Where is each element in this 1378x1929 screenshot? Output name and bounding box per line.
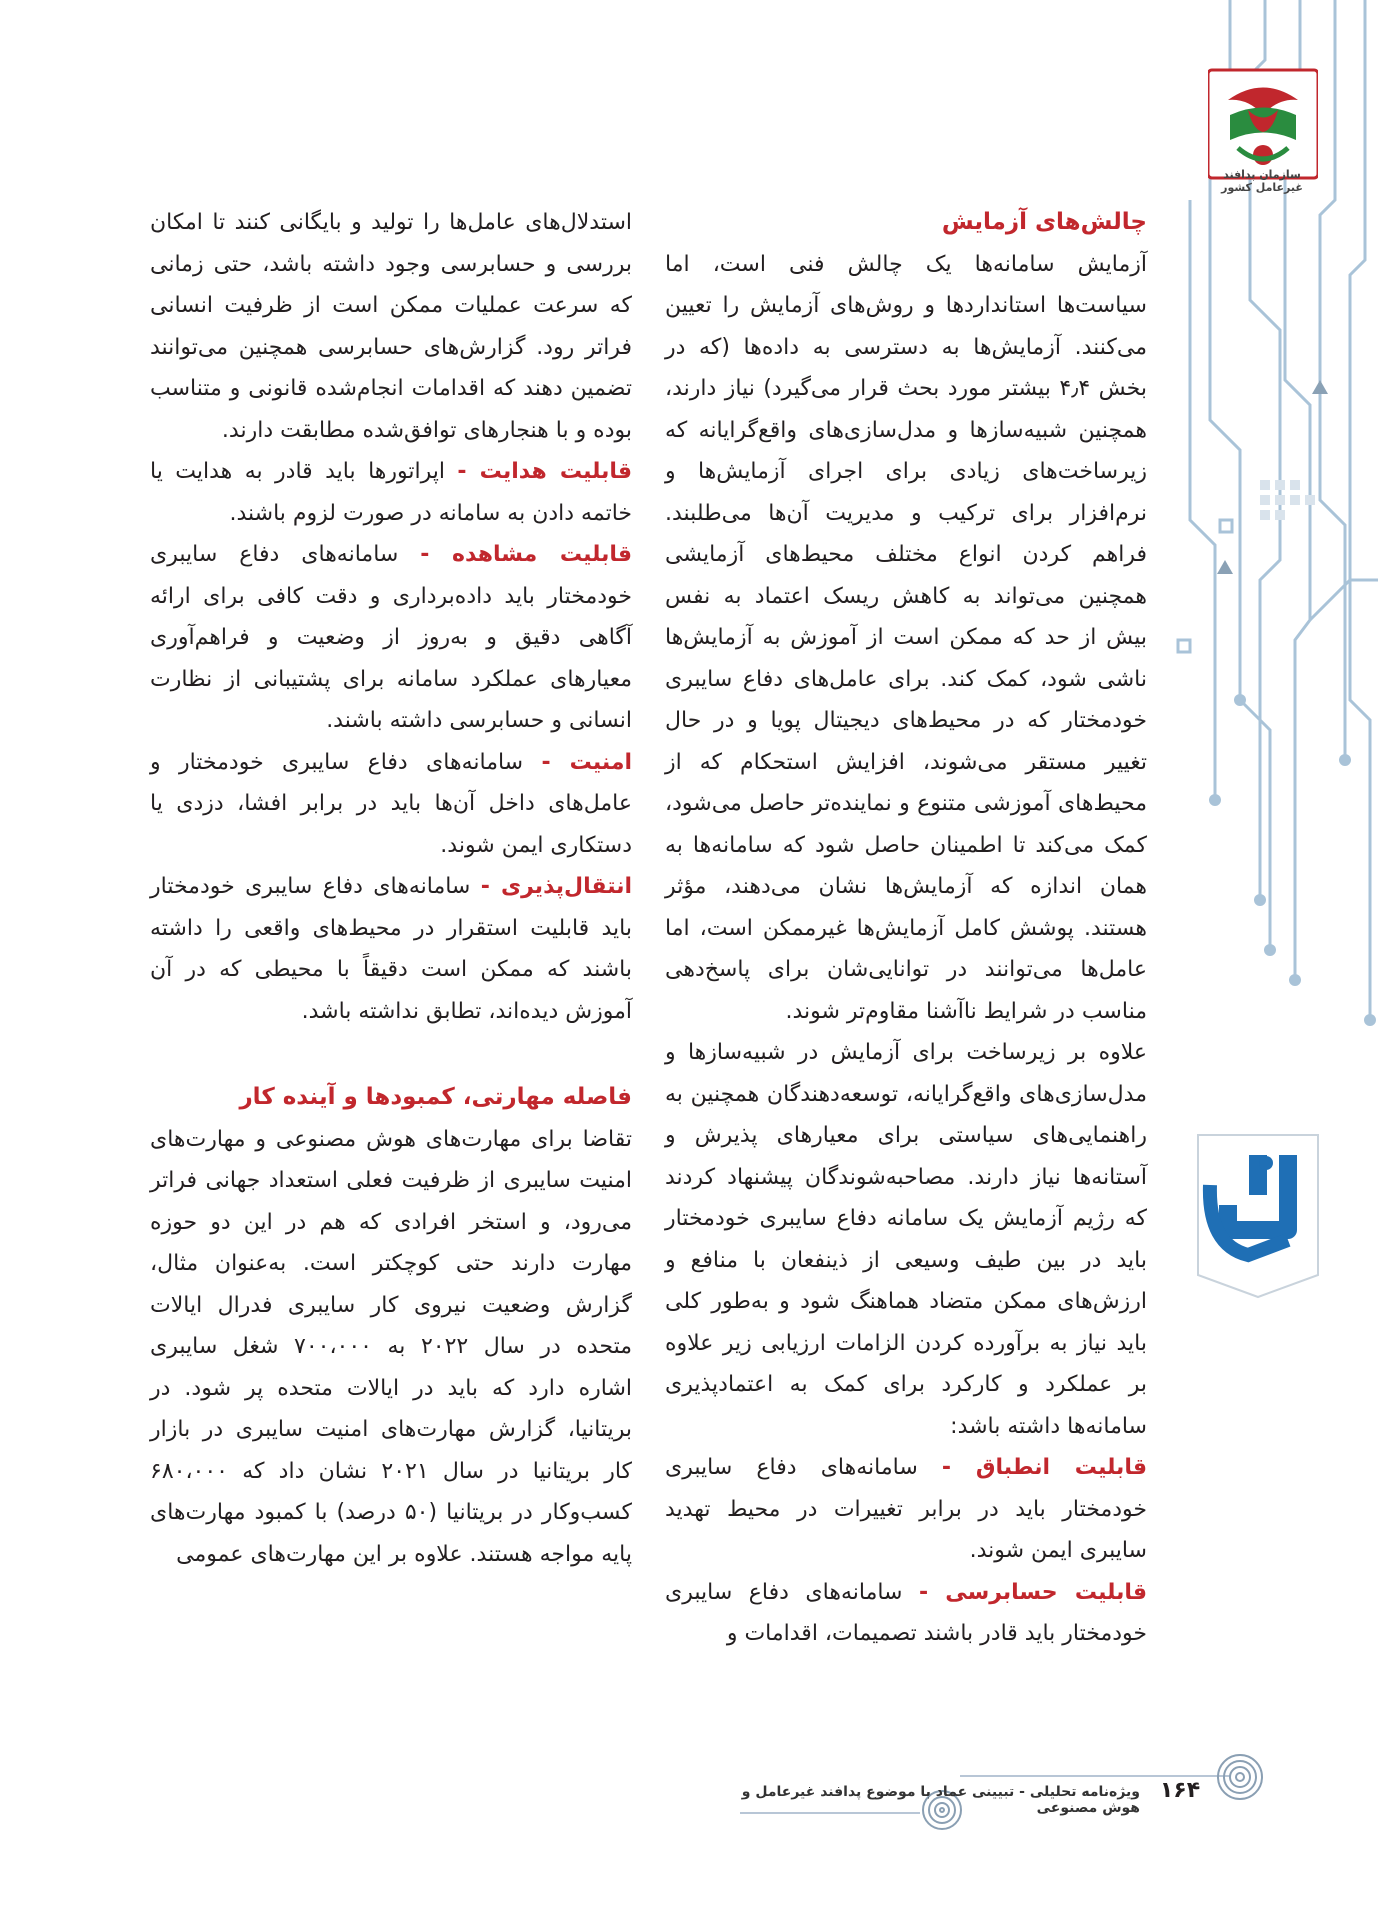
requirement-term: قابلیت انطباق - — [941, 1455, 1147, 1480]
concentric-circles-icon — [1215, 1752, 1265, 1802]
requirement-term: قابلیت حسابرسی - — [919, 1579, 1147, 1605]
paragraph: آزمایش سامانه‌ها یک چالش فنی است، اما سیاست‌ها استانداردها و روش‌های آزمایش را تعیین می‌کنند. آزمایش‌ها به دسترسی به داده‌ها (که در بخش ۴٫۴ بیشتر مورد بحث قرار می‌گیرد) نیاز دارند، همچنین شبیه‌سازها و مدل‌سازی‌های واقع‌گرایانه که زیرساخت‌های زیادی برای اجرای آزمایش‌ها و نرم‌افزار برای ترکیب و مدیریت آن‌ها می‌طلبند. فراهم کردن انواع مختلف محیط‌های آزمایشی همچنین می‌تواند به کاهش ریسک اعتماد به نفس بیش از حد که ممکن است از آموزش به آزمایش‌ها ناشی شود، کمک کند. برای عامل‌های دفاع سایبری خودمختار که در محیط‌های دیجیتال پویا و در حال تغییر مستقر می‌شوند، افزایش استحکام که از محیط‌های آموزشی متنوع و نماینده‌تر حاصل می‌شود، کمک می‌کند تا اطمینان حاصل شود که سامانه‌ها به همان اندازه که آزمایش‌ها نشان می‌دهند، مؤثر هستند. پوشش کامل آزمایش‌ها غیرممکن است، اما عامل‌ها می‌توانند در توانایی‌شان برای پاسخ‌دهی مناسب در شرایط ناآشنا مقاوم‌تر شوند. — [665, 251, 1147, 1024]
page-number: ۱۶۴ — [1159, 1778, 1201, 1803]
right-column — [665, 202, 1147, 1655]
requirement-item — [150, 742, 632, 867]
paragraph: استدلال‌های عامل‌ها را تولید و بایگانی کنند تا امکان بررسی و حسابرسی وجود داشته باشد، حتی زمانی که سرعت عملیات ممکن است از ظرفیت انسانی فراتر رود. گزارش‌های حسابرسی همچنین می‌توانند تضمین دهند که اقدامات انجام‌شده قانونی و متناسب بوده و با هنجارهای توافق‌شده مطابقت دارند. — [150, 210, 632, 443]
spacer — [150, 1032, 632, 1077]
requirement-desc: اپراتورها باید قادر به هدایت یا خاتمه دادن به سامانه در صورت لزوم باشند. — [150, 459, 632, 526]
requirement-desc: سامانه‌های دفاع سایبری خودمختار باید قابلیت استقرار در محیط‌های واقعی را داشته باشند که ممکن است دقیقاً با محیطی که در آن آموزش دیده‌اند، تطابق نداشته باشد. — [150, 874, 632, 1024]
requirement-desc: سامانه‌های دفاع سایبری خودمختار باید داده‌برداری و دقت کافی برای ارائه آگاهی دقیق و به‌روز از وضعیت و فراهم‌آوری معیارهای عملکرد سامانه برای پشتیبانی از نظارت انسانی و حسابرسی داشته باشند. — [150, 542, 632, 733]
footer-publication-title: ویژه‌نامه تحلیلی - تبیینی عماد با موضوع پدافند غیرعامل و هوش مصنوعی — [741, 1784, 1140, 1816]
section-heading-skills-gap: فاصله مهارتی، کمبودها و آینده کار — [239, 1084, 632, 1110]
requirement-desc: سامانه‌های دفاع سایبری خودمختار باید در برابر تغییرات در محیط تهدید سایبری ایمن شوند. — [665, 1455, 1147, 1563]
requirement-item — [665, 1447, 1147, 1572]
requirement-term: انتقال‌پذیری - — [480, 874, 632, 899]
left-column — [150, 202, 632, 1575]
requirement-desc: سامانه‌های دفاع سایبری خودمختار و عامل‌های داخل آن‌ها باید در برابر افشا، دزدی یا دستکاری ایمن شوند. — [150, 749, 632, 858]
logo-caption: سازمان پدافند غیرعامل کشور — [1221, 168, 1303, 194]
section-heading-testing-challenges: چالش‌های آزمایش — [941, 209, 1147, 235]
circuit-decoration — [1170, 0, 1378, 1300]
requirement-item — [150, 534, 632, 742]
requirement-term: قابلیت هدایت - — [457, 459, 632, 484]
requirement-desc: سامانه‌های دفاع سایبری خودمختار باید قادر باشند تصمیمات، اقدامات و — [665, 1579, 1147, 1646]
emad-logo — [1188, 1125, 1328, 1300]
requirement-term: قابلیت مشاهده - — [420, 542, 633, 567]
requirement-item — [150, 866, 632, 1032]
paragraph: تقاضا برای مهارت‌های هوش مصنوعی و مهارت‌های امنیت سایبری از ظرفیت فعلی استعداد جهانی فراتر می‌رود، و استخر افرادی که هم در این دو حوزه مهارت دارند حتی کوچکتر است. به‌عنوان مثال، گزارش وضعیت نیروی کار سایبری فدرال ایالات متحده در سال ۲۰۲۲ به ۷۰۰،۰۰۰ شغل سایبری اشاره دارد که باید در ایالات متحده پر شود. در بریتانیا، گزارش مهارت‌های امنیت سایبری در بازار کار بریتانیا در سال ۲۰۲۱ نشان داد که ۶۸۰،۰۰۰ کسب‌وکار در بریتانیا (۵۰ درصد) با کمبود مهارت‌های پایه مواجه هستند. علاوه بر این مهارت‌های عمومی — [150, 1126, 632, 1567]
requirement-item — [665, 1572, 1147, 1655]
footer-divider — [960, 1775, 1230, 1777]
requirement-term: امنیت - — [541, 749, 632, 775]
paragraph: علاوه بر زیرساخت برای آزمایش در شبیه‌سازها و مدل‌سازی‌های واقع‌گرایانه، توسعه‌دهندگان همچنین به راهنمایی‌های سیاستی برای معیارهای پذیرش و آستانه‌ها نیاز دارند. مصاحبه‌شوندگان پیشنهاد کردند که رژیم آزمایش یک سامانه دفاع سایبری خودمختار باید در بین طیف وسیعی از ذینفعان با منافع و ارزش‌های ممکن متضاد هماهنگ شود و به‌طور کلی باید نیاز به برآورده کردن الزامات ارزیابی زیر علاوه بر عملکرد و کارکرد برای کمک به اعتمادپذیری سامانه‌ها داشته باشد: — [665, 1040, 1147, 1439]
requirement-item — [150, 451, 632, 534]
